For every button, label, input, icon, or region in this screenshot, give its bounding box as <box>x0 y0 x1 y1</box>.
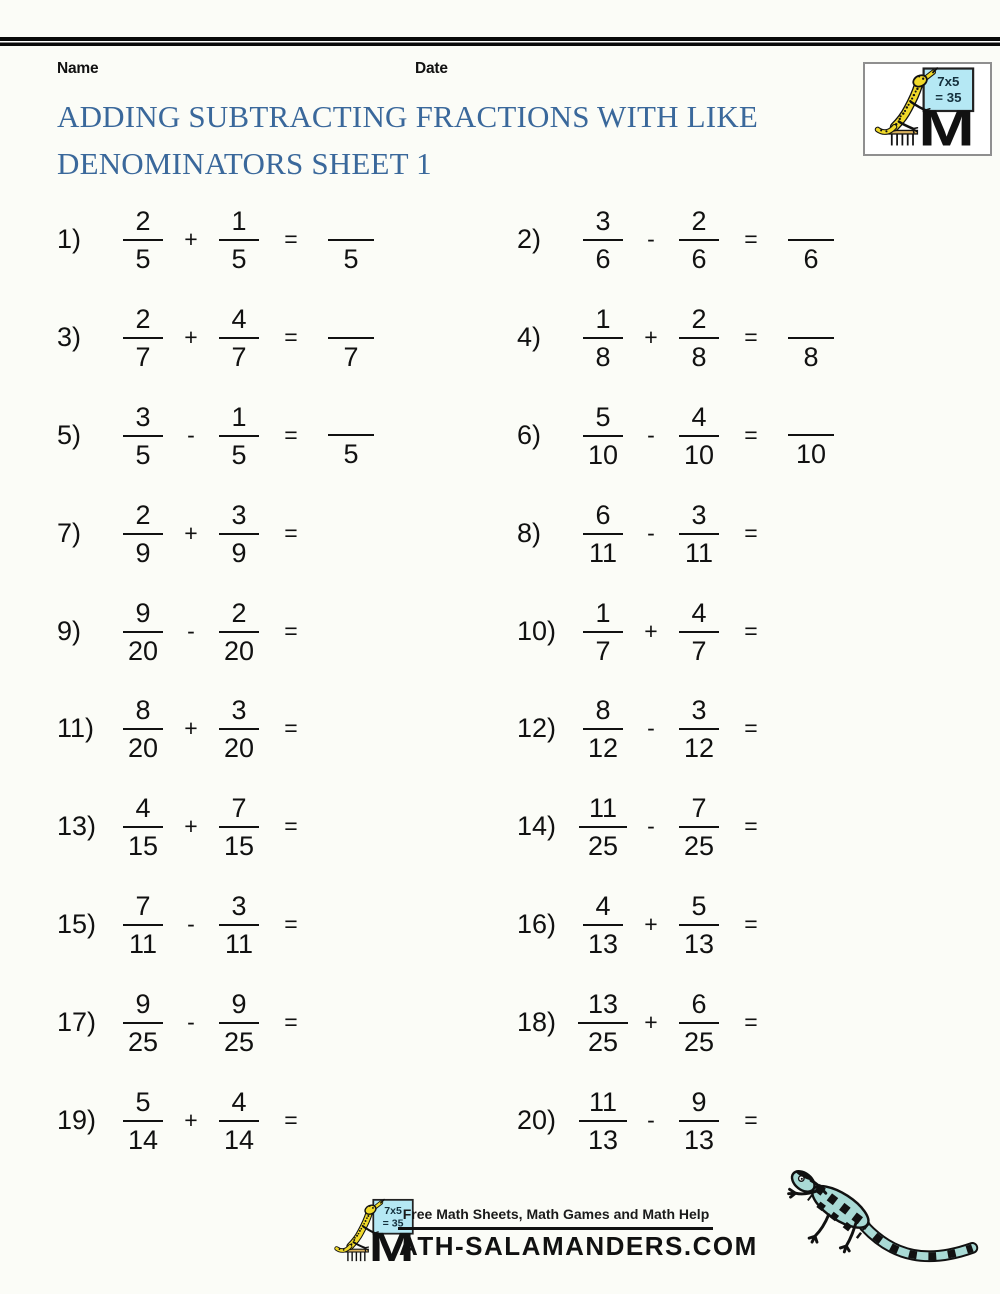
fraction-denominator: 11 <box>684 537 714 568</box>
problem-20 <box>517 1071 773 1169</box>
fraction-numerator: 4 <box>219 302 259 339</box>
problem-row-10 <box>0 1071 1000 1169</box>
problem-10 <box>517 582 773 680</box>
operator-sign: - <box>647 813 655 840</box>
fraction-denominator: 15 <box>127 831 159 862</box>
fraction-numerator: 3 <box>219 498 259 535</box>
problem-16 <box>517 876 773 974</box>
fraction-denominator: 20 <box>223 635 255 666</box>
fraction-numerator: 4 <box>679 596 719 633</box>
fraction-denominator: 5 <box>343 439 359 470</box>
fraction-numerator: 5 <box>583 400 623 437</box>
fraction-numerator: 8 <box>583 693 623 730</box>
operator-sign: - <box>647 1106 655 1133</box>
fraction-numerator: 4 <box>219 1085 259 1122</box>
fraction-denominator: 25 <box>683 831 715 862</box>
problem-number: 17) <box>57 1006 97 1037</box>
fraction-numerator: 9 <box>679 1085 719 1122</box>
fraction-numerator: 9 <box>219 987 259 1024</box>
problem-number: 14) <box>517 811 557 842</box>
footer-rule <box>398 1227 713 1230</box>
equals-sign: = <box>284 1106 298 1133</box>
first-fraction <box>575 1085 631 1156</box>
operator-sign: - <box>647 519 655 546</box>
fraction-denominator: 12 <box>683 733 715 764</box>
fraction-numerator <box>788 400 834 436</box>
first-fraction <box>115 889 171 960</box>
problem-7 <box>57 484 313 582</box>
problem-2 <box>517 191 841 289</box>
problem-number: 15) <box>57 908 97 939</box>
fraction-denominator: 5 <box>135 439 151 470</box>
fraction-numerator <box>328 303 374 339</box>
fraction-numerator: 11 <box>579 1085 627 1122</box>
answer-blank-fraction <box>323 400 379 470</box>
page-title-line2: DENOMINATORS SHEET 1 <box>57 146 432 181</box>
fraction-denominator: 25 <box>587 831 619 862</box>
fraction-denominator: 8 <box>595 342 611 373</box>
fraction-numerator: 1 <box>219 204 259 241</box>
fraction-denominator: 9 <box>135 537 151 568</box>
fraction-denominator: 20 <box>127 635 159 666</box>
fraction-denominator: 20 <box>127 733 159 764</box>
equals-sign: = <box>744 226 758 253</box>
second-fraction <box>211 693 267 764</box>
fraction-numerator: 2 <box>123 302 163 339</box>
problem-number: 5) <box>57 419 82 450</box>
fraction-denominator: 20 <box>223 733 255 764</box>
problem-number: 10) <box>517 615 557 646</box>
fraction-numerator: 2 <box>679 204 719 241</box>
fraction-numerator: 11 <box>579 791 627 828</box>
operator-sign: + <box>644 617 658 644</box>
operator-sign: + <box>184 1106 198 1133</box>
operator-sign: + <box>184 519 198 546</box>
fraction-denominator: 6 <box>595 244 611 275</box>
problem-number: 11) <box>57 713 95 744</box>
problem-number: 7) <box>57 517 82 548</box>
fraction-denominator: 13 <box>587 1124 619 1155</box>
operator-sign: + <box>644 1008 658 1035</box>
equals-sign: = <box>744 813 758 840</box>
problem-8 <box>517 484 773 582</box>
problems-grid <box>0 191 1000 1169</box>
problem-6 <box>517 387 841 485</box>
operator-sign: - <box>187 421 195 448</box>
fraction-numerator: 7 <box>123 889 163 926</box>
fraction-numerator: 2 <box>219 596 259 633</box>
fraction-denominator: 7 <box>231 342 247 373</box>
fraction-numerator: 6 <box>679 987 719 1024</box>
second-fraction <box>671 204 727 275</box>
second-fraction <box>211 889 267 960</box>
fraction-numerator: 1 <box>583 302 623 339</box>
problem-5 <box>57 387 381 485</box>
first-fraction <box>115 1085 171 1156</box>
fraction-denominator: 8 <box>803 341 819 372</box>
fraction-denominator: 15 <box>223 831 255 862</box>
equals-sign: = <box>284 519 298 546</box>
equals-sign: = <box>744 1106 758 1133</box>
first-fraction <box>115 987 171 1058</box>
fraction-numerator: 9 <box>123 987 163 1024</box>
first-fraction <box>115 204 171 275</box>
answer-blank-fraction <box>783 205 839 275</box>
fraction-numerator: 7 <box>219 791 259 828</box>
equals-sign: = <box>744 910 758 937</box>
problem-number: 20) <box>517 1104 557 1135</box>
second-fraction <box>671 596 727 667</box>
fraction-numerator: 2 <box>123 498 163 535</box>
problem-3 <box>57 289 381 387</box>
fraction-numerator: 13 <box>578 987 628 1024</box>
lizard-illustration <box>772 1158 987 1294</box>
fraction-numerator: 2 <box>679 302 719 339</box>
fraction-denominator: 9 <box>231 537 247 568</box>
problem-number: 18) <box>517 1006 557 1037</box>
second-fraction <box>211 1085 267 1156</box>
second-fraction <box>671 693 727 764</box>
equals-sign: = <box>284 226 298 253</box>
operator-sign: + <box>184 324 198 351</box>
problem-row-6 <box>0 680 1000 778</box>
second-fraction <box>671 498 727 569</box>
problem-19 <box>57 1071 313 1169</box>
second-fraction <box>211 498 267 569</box>
problem-number: 3) <box>57 322 82 353</box>
fraction-denominator: 11 <box>588 537 618 568</box>
equals-sign: = <box>284 715 298 742</box>
operator-sign: + <box>184 226 198 253</box>
second-fraction <box>211 302 267 373</box>
fraction-numerator: 7 <box>679 791 719 828</box>
problem-18 <box>517 973 773 1071</box>
operator-sign: + <box>184 715 198 742</box>
problem-number: 1) <box>57 224 82 255</box>
header-logo <box>863 62 992 156</box>
operator-sign: - <box>647 421 655 448</box>
fraction-denominator: 25 <box>127 1026 159 1057</box>
fraction-denominator: 10 <box>683 439 715 470</box>
page-title <box>57 93 817 187</box>
name-label: Name <box>57 60 99 77</box>
fraction-numerator <box>788 205 834 241</box>
problem-row-1 <box>0 191 1000 289</box>
footer-tagline: Free Math Sheets, Math Games and Math Help <box>402 1206 710 1222</box>
first-fraction <box>115 693 171 764</box>
equals-sign: = <box>284 324 298 351</box>
second-fraction <box>211 791 267 862</box>
answer-blank-fraction <box>783 400 839 470</box>
fraction-numerator: 3 <box>679 498 719 535</box>
first-fraction <box>115 302 171 373</box>
equals-sign: = <box>744 715 758 742</box>
fraction-numerator: 3 <box>219 889 259 926</box>
second-fraction <box>211 987 267 1058</box>
fraction-denominator: 11 <box>128 928 158 959</box>
fraction-numerator: 1 <box>219 400 259 437</box>
page-title-line1: ADDING SUBTRACTING FRACTIONS WITH LIKE <box>57 99 759 134</box>
fraction-denominator: 13 <box>683 1124 715 1155</box>
fraction-denominator: 14 <box>127 1124 159 1155</box>
fraction-denominator: 7 <box>135 342 151 373</box>
fraction-denominator: 25 <box>683 1026 715 1057</box>
problem-row-8 <box>0 876 1000 974</box>
fraction-denominator: 13 <box>587 928 619 959</box>
equals-sign: = <box>284 813 298 840</box>
problem-12 <box>517 680 773 778</box>
problem-number: 9) <box>57 615 82 646</box>
equals-sign: = <box>744 421 758 448</box>
problem-number: 2) <box>517 224 542 255</box>
problem-number: 4) <box>517 322 542 353</box>
first-fraction <box>575 791 631 862</box>
second-fraction <box>671 791 727 862</box>
operator-sign: + <box>644 324 658 351</box>
fraction-numerator <box>788 303 834 339</box>
fraction-numerator: 3 <box>219 693 259 730</box>
problem-9 <box>57 582 313 680</box>
problem-17 <box>57 973 313 1071</box>
problem-row-7 <box>0 778 1000 876</box>
second-fraction <box>211 400 267 471</box>
problem-4 <box>517 289 841 387</box>
fraction-denominator: 5 <box>231 439 247 470</box>
first-fraction <box>575 400 631 471</box>
fraction-denominator: 6 <box>691 244 707 275</box>
problem-row-5 <box>0 582 1000 680</box>
fraction-denominator: 14 <box>223 1124 255 1155</box>
fraction-numerator: 2 <box>123 204 163 241</box>
problem-number: 6) <box>517 419 542 450</box>
answer-blank-fraction <box>323 303 379 373</box>
problem-row-2 <box>0 289 1000 387</box>
fraction-denominator: 5 <box>231 244 247 275</box>
fraction-numerator: 4 <box>583 889 623 926</box>
fraction-denominator: 25 <box>587 1026 619 1057</box>
fraction-denominator: 5 <box>343 243 359 274</box>
fraction-numerator: 6 <box>583 498 623 535</box>
fraction-denominator: 10 <box>587 439 619 470</box>
equals-sign: = <box>744 324 758 351</box>
problem-row-4 <box>0 484 1000 582</box>
problem-number: 8) <box>517 517 542 548</box>
first-fraction <box>575 693 631 764</box>
fraction-denominator: 13 <box>683 928 715 959</box>
problem-row-3 <box>0 387 1000 485</box>
salamander-logo-icon <box>866 65 983 149</box>
first-fraction <box>115 400 171 471</box>
fraction-denominator: 10 <box>795 439 827 470</box>
equals-sign: = <box>744 519 758 546</box>
checkered-salamander-icon <box>772 1158 987 1290</box>
problem-11 <box>57 680 313 778</box>
fraction-denominator: 7 <box>343 341 359 372</box>
fraction-numerator: 8 <box>123 693 163 730</box>
fraction-numerator: 4 <box>679 400 719 437</box>
operator-sign: - <box>187 910 195 937</box>
fraction-numerator: 5 <box>123 1085 163 1122</box>
equals-sign: = <box>284 910 298 937</box>
operator-sign: - <box>647 715 655 742</box>
answer-blank-fraction <box>323 205 379 275</box>
problem-15 <box>57 876 313 974</box>
fraction-denominator: 25 <box>223 1026 255 1057</box>
second-fraction <box>671 302 727 373</box>
second-fraction <box>211 204 267 275</box>
problem-14 <box>517 778 773 876</box>
second-fraction <box>671 987 727 1058</box>
equals-sign: = <box>284 421 298 448</box>
fraction-denominator: 7 <box>595 635 611 666</box>
footer-site-text: ATH-SALAMANDERS.COM <box>399 1231 758 1261</box>
problem-row-9 <box>0 973 1000 1071</box>
problem-13 <box>57 778 313 876</box>
fraction-denominator: 7 <box>691 635 707 666</box>
fraction-numerator: 4 <box>123 791 163 828</box>
fraction-numerator: 1 <box>583 596 623 633</box>
problem-number: 16) <box>517 908 557 939</box>
date-label: Date <box>415 60 448 77</box>
equals-sign: = <box>744 1008 758 1035</box>
first-fraction <box>575 302 631 373</box>
fraction-numerator: 3 <box>679 693 719 730</box>
problem-number: 12) <box>517 713 557 744</box>
equals-sign: = <box>284 1008 298 1035</box>
fraction-denominator: 6 <box>803 243 819 274</box>
fraction-numerator <box>328 400 374 436</box>
problem-number: 19) <box>57 1104 97 1135</box>
fraction-denominator: 11 <box>224 928 254 959</box>
answer-blank-fraction <box>783 303 839 373</box>
operator-sign: - <box>187 617 195 644</box>
equals-sign: = <box>284 617 298 644</box>
first-fraction <box>115 791 171 862</box>
second-fraction <box>671 400 727 471</box>
operator-sign: - <box>647 226 655 253</box>
fraction-denominator: 8 <box>691 342 707 373</box>
fraction-numerator: 9 <box>123 596 163 633</box>
first-fraction <box>575 987 631 1058</box>
fraction-denominator: 5 <box>135 244 151 275</box>
second-fraction <box>671 1085 727 1156</box>
fraction-numerator: 3 <box>123 400 163 437</box>
first-fraction <box>115 596 171 667</box>
fraction-numerator: 3 <box>583 204 623 241</box>
operator-sign: + <box>184 813 198 840</box>
first-fraction <box>575 596 631 667</box>
operator-sign: - <box>187 1008 195 1035</box>
fraction-numerator: 5 <box>679 889 719 926</box>
problem-1 <box>57 191 381 289</box>
first-fraction <box>575 889 631 960</box>
problem-number: 13) <box>57 811 97 842</box>
operator-sign: + <box>644 910 658 937</box>
first-fraction <box>575 498 631 569</box>
first-fraction <box>115 498 171 569</box>
first-fraction <box>575 204 631 275</box>
top-double-rule <box>0 37 1000 46</box>
second-fraction <box>211 596 267 667</box>
fraction-denominator: 12 <box>587 733 619 764</box>
second-fraction <box>671 889 727 960</box>
fraction-numerator <box>328 205 374 241</box>
equals-sign: = <box>744 617 758 644</box>
